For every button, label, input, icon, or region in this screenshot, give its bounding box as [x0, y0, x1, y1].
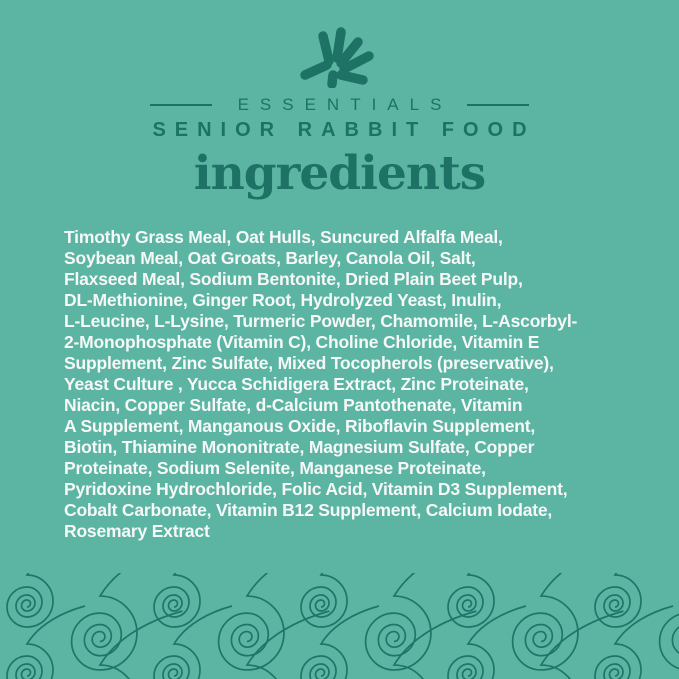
ingredients-line: Niacin, Copper Sulfate, d-Calcium Pantothenate, Vitamin — [64, 395, 523, 415]
ingredients-line: Pyridoxine Hydrochloride, Folic Acid, Vitamin D3 Supplement, — [64, 479, 568, 499]
ingredients-line: Proteinate, Sodium Selenite, Manganese Proteinate, — [64, 458, 486, 478]
ingredients-line: Biotin, Thiamine Mononitrate, Magnesium Sulfate, Copper — [64, 437, 535, 457]
ingredients-line: Soybean Meal, Oat Groats, Barley, Canola Oil, Salt, — [64, 248, 476, 268]
ingredients-line: 2-Monophosphate (Vitamin C), Choline Chloride, Vitamin E — [64, 332, 540, 352]
swirl-pattern-icon — [0, 573, 679, 679]
ingredients-line: Timothy Grass Meal, Oat Hulls, Suncured Alfalfa Meal, — [64, 227, 503, 247]
swirl-pattern-band — [0, 573, 679, 679]
ingredients-line: L-Leucine, L-Lysine, Turmeric Powder, Chamomile, L-Ascorbyl- — [64, 311, 578, 331]
leaf-splat-icon — [296, 18, 384, 88]
product-name: SENIOR RABBIT FOOD — [152, 119, 536, 141]
ingredients-line: DL-Methionine, Ginger Root, Hydrolyzed Yeast, Inulin, — [64, 290, 502, 310]
ingredients-list — [64, 227, 639, 542]
left-rule — [150, 104, 212, 106]
ingredients-line: A Supplement, Manganous Oxide, Riboflavin Supplement, — [64, 416, 536, 436]
ingredients-line: Flaxseed Meal, Sodium Bentonite, Dried Plain Beet Pulp, — [64, 269, 523, 289]
ingredients-line: Yeast Culture , Yucca Schidigera Extract, Zinc Proteinate, — [64, 374, 529, 394]
ingredients-line: Supplement, Zinc Sulfate, Mixed Tocopherols (preservative), — [64, 353, 554, 373]
right-rule — [467, 104, 529, 106]
ingredients-line: Rosemary Extract — [64, 521, 210, 541]
ingredients-line: Cobalt Carbonate, Vitamin B12 Supplement, Calcium Iodate, — [64, 500, 553, 520]
brand-name: ESSENTIALS — [237, 95, 453, 114]
brand-eyebrow — [0, 95, 679, 115]
section-title: ingredients — [193, 146, 486, 201]
